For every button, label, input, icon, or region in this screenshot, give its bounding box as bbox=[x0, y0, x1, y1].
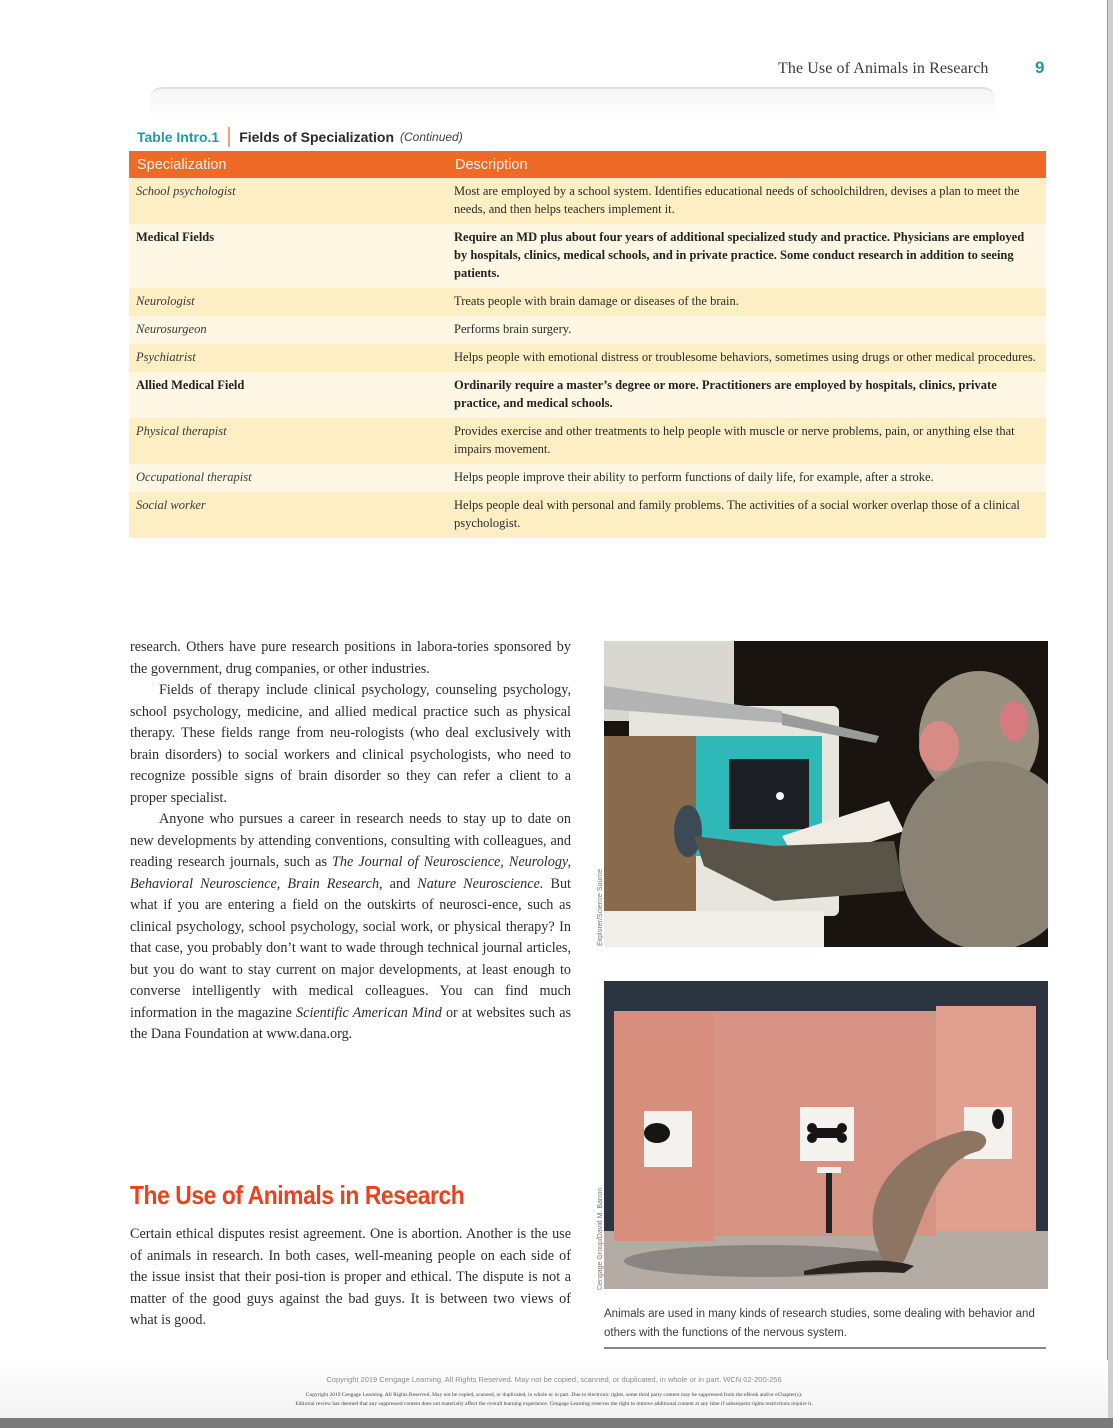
description-cell: Helps people with emotional distress or troublesome behaviors, sometimes using drugs or other medical procedures. bbox=[447, 344, 1046, 372]
description-cell: Require an MD plus about four years of additional specialized study and practice. Physicians are employed by hospitals, clinics, medical schools, and in private practice. Some conduct research in addition to seeing patients. bbox=[447, 224, 1046, 288]
description-cell: Provides exercise and other treatments to help people with muscle or nerve problems, pain, or anything else that impairs movement. bbox=[447, 418, 1046, 464]
page-edge bbox=[1107, 0, 1113, 1418]
body-text-column-section bbox=[130, 1224, 571, 1332]
page-bottom-shade bbox=[0, 1360, 1108, 1418]
text-run: or at websites such as the Dana Foundation at www.dana.org. bbox=[130, 1004, 572, 1042]
text-run: But what if you are entering a field on the outskirts of neurosci-ence, such as clinical psychology, school psychology, social work, or physical therapy? In that case, you probably don’t want to wade through technical journal articles, but you do want to stay current on major developments, at least enough to converse intelligently with medical colleagues. You can find much information in the magazine bbox=[130, 875, 571, 1021]
description-cell: Ordinarily require a master’s degree or more. Practitioners are employed by hospitals, clinics, private practice, and medical schools. bbox=[447, 372, 1046, 418]
table-row bbox=[129, 224, 1046, 288]
page-number: 9 bbox=[1035, 58, 1045, 77]
column-header-specialization: Specialization bbox=[129, 151, 447, 178]
specialization-table bbox=[129, 151, 1046, 538]
paragraph bbox=[130, 809, 571, 1046]
table-row bbox=[129, 178, 1046, 224]
table-continued-note: (Continued) bbox=[400, 130, 463, 144]
text-run: and bbox=[382, 875, 418, 892]
description-cell: Treats people with brain damage or diseases of the brain. bbox=[447, 288, 1046, 316]
journal-titles: The Journal of Neuroscience, Neurology, Behavioral Neuroscience, Brain Research, bbox=[130, 854, 571, 892]
photo-monkey-image bbox=[604, 641, 1048, 947]
text-run: Anyone who pursues a career in research needs to stay up to date on new developments by attending conventions, consulting with colleagues, and reading research journals, such as bbox=[130, 811, 571, 870]
table-header-row bbox=[129, 151, 1046, 178]
figure-caption: Animals are used in many kinds of research studies, some dealing with behavior and others with the functions of the nervous system. bbox=[604, 1308, 1035, 1339]
specialization-cell: Neurologist bbox=[129, 288, 447, 316]
specialization-cell: Occupational therapist bbox=[129, 464, 447, 492]
legal-notice bbox=[0, 1391, 1108, 1409]
table-row bbox=[129, 344, 1046, 372]
table-row bbox=[129, 464, 1046, 492]
description-cell: Helps people improve their ability to perform functions of daily life, for example, after a stroke. bbox=[447, 464, 1046, 492]
paragraph: Certain ethical disputes resist agreement. One is abortion. Another is the use of animals in research. In both cases, well-meaning people on each side of the issue insist that their posi-tion is proper and ethical. The dispute is not a matter of the good guys against the bad guys. It is between two views of what is good. bbox=[130, 1226, 571, 1328]
table-row bbox=[129, 492, 1046, 538]
description-cell: Helps people deal with personal and family problems. The activities of a social worker overlap those of a clinical psychologist. bbox=[447, 492, 1046, 538]
copyright-notice: Copyright 2019 Cengage Learning. All Rights Reserved. May not be copied, scanned, or duplicated, in whole or in part. WCN 02-200-256 bbox=[326, 1375, 782, 1384]
body-text-column bbox=[130, 637, 571, 1046]
table-label: Table Intro.1 bbox=[137, 129, 220, 145]
legal-notice-line: Copyright 2019 Cengage Learning. All Rights Reserved. May not be copied, scanned, or duplicated, in whole or in part. Due to electronic rights, some third party content may be suppressed from the eBook and/or eChapter(s). bbox=[305, 1392, 803, 1398]
photo-sea-lion bbox=[604, 981, 1048, 1289]
header-banner-decoration bbox=[150, 87, 995, 121]
paragraph: research. Others have pure research positions in labora-tories sponsored by the government, drug companies, or other industries. bbox=[130, 639, 571, 677]
specialization-cell: Physical therapist bbox=[129, 418, 447, 464]
specialization-cell: Medical Fields bbox=[129, 224, 447, 288]
specialization-cell: Social worker bbox=[129, 492, 447, 538]
table-title: Fields of Specialization bbox=[239, 129, 395, 145]
specialization-cell: Allied Medical Field bbox=[129, 372, 447, 418]
description-cell: Performs brain surgery. bbox=[447, 316, 1046, 344]
photo-credit-monkey: Explorer/Science Source bbox=[597, 868, 604, 946]
running-head: The Use of Animals in Research bbox=[778, 60, 989, 77]
table-row bbox=[129, 372, 1046, 418]
magazine-title: Scientific American Mind bbox=[296, 1004, 442, 1021]
legal-notice-line: Editorial review has deemed that any suppressed content does not materially affect the overall learning experience. Cengage Learning reserves the right to remove additional content at any time if subsequent rights restrictions require it. bbox=[295, 1401, 813, 1407]
table-row bbox=[129, 288, 1046, 316]
viewer-bottom-bar bbox=[0, 1418, 1113, 1428]
description-cell: Most are employed by a school system. Identifies educational needs of schoolchildren, devises a plan to meet the needs, and then helps teachers implement it. bbox=[447, 178, 1046, 224]
photo-credit-sea-lion: Cengage Group/David M. Barron bbox=[597, 1187, 604, 1290]
paragraph: Fields of therapy include clinical psychology, counseling psychology, school psychology, medicine, and allied medical practice such as physical therapy. These fields range from neu-rologists (who deal exclusively with brain disorders) to social workers and clinical psychologists, who need to recognize possible signs of brain disorder so they can refer a client to a proper specialist. bbox=[130, 682, 571, 806]
photo-monkey bbox=[604, 641, 1048, 947]
specialization-cell: School psychologist bbox=[129, 178, 447, 224]
table-caption bbox=[137, 127, 463, 147]
journal-title: Nature Neuroscience. bbox=[417, 875, 544, 892]
caption-separator bbox=[228, 127, 230, 147]
table-row bbox=[129, 316, 1046, 344]
table-row bbox=[129, 418, 1046, 464]
section-heading: The Use of Animals in Research bbox=[130, 1180, 465, 1210]
specialization-cell: Neurosurgeon bbox=[129, 316, 447, 344]
specialization-cell: Psychiatrist bbox=[129, 344, 447, 372]
photo-sea-lion-image bbox=[604, 981, 1048, 1289]
caption-rule bbox=[604, 1347, 1046, 1349]
column-header-description: Description bbox=[447, 151, 1046, 178]
